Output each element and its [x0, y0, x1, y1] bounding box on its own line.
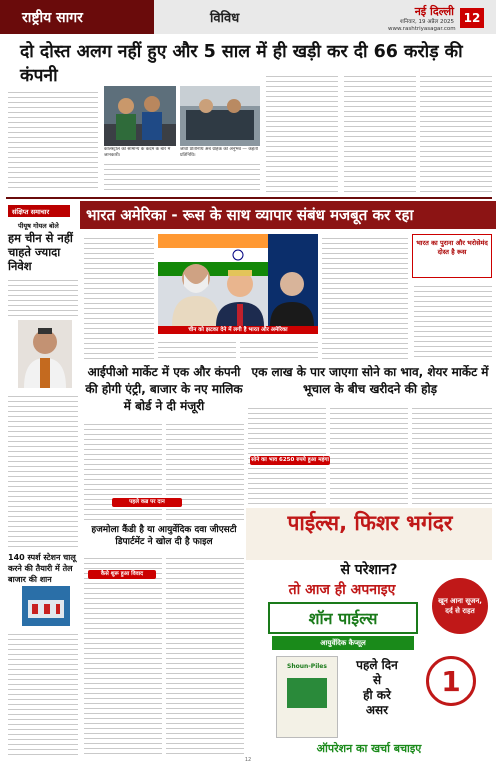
sidebar-photo — [18, 320, 72, 388]
lead-column-4 — [344, 72, 416, 192]
ad-box-art — [287, 678, 327, 708]
ad-claim — [342, 658, 412, 718]
leaders-photo-caption: चीन को झटका देने में लगी है भारत और अमेरिका — [158, 326, 318, 334]
ayurveda-tag: कैसे शुरू हुआ विवाद — [88, 570, 156, 579]
ad-claim-4: असर — [365, 703, 389, 717]
trade-box-text — [414, 282, 492, 360]
city: नई दिल्ली — [414, 5, 454, 18]
ad-call: तो आज ही अपनाइए — [288, 582, 396, 598]
newspaper-brand: राष्ट्रीय सागर — [0, 0, 154, 34]
ad-box-label: Shoun-Piles — [287, 663, 327, 670]
ad-title: पाईल्स, फिशर भगंदर — [287, 511, 453, 535]
footer-page-marker: 12 — [244, 757, 252, 763]
ad-question: से परेशान? — [340, 562, 398, 578]
ad-brand: शॉन पाईल्स — [268, 602, 418, 634]
page-number: 12 — [460, 8, 484, 28]
lead-column-5 — [420, 72, 492, 192]
ayurveda-headline: हजमोला कैंडी है या आयुर्वेदिक दवा जीएसटी डिपार्टमेंट ने खोल दी है फाइल — [91, 525, 237, 547]
advertisement[interactable] — [246, 508, 492, 758]
ad-claim-3: ही करे — [363, 688, 391, 702]
lead-photo-1 — [104, 86, 176, 146]
sidebar-photo-2 — [22, 586, 70, 626]
banner-column-1 — [84, 234, 154, 360]
section-title: विविध — [210, 11, 240, 26]
lead-column-1 — [8, 88, 98, 192]
date: शनिवार, 19 अप्रैल 2025 — [400, 19, 454, 25]
website: www.rashtriyasagar.com — [388, 26, 456, 32]
sidebar-text-3 — [8, 630, 78, 758]
lead-photo-2-caption: जीवी प्रतिनिधि अब ग्राहक को अनुभव — कहती प्रतिनिधि। — [180, 147, 258, 158]
banner-column-3 — [240, 338, 318, 360]
gold-headline: एक लाख के पार जाएगा सोने का भाव, शेयर मार्केट में भूचाल के बीच खरीदने की होड़ — [251, 365, 489, 396]
sidebar-headline: हम चीन से नहीं चाहते ज्यादा निवेश — [8, 231, 73, 273]
ipo-tag: पहले कब्र पर दान — [112, 498, 182, 507]
banner-headline: भारत अमेरिका - रूस के साथ व्यापार संबंध मजबूत कर रहा — [86, 206, 414, 224]
trade-box — [412, 234, 492, 278]
ayurveda-column-2 — [166, 554, 244, 758]
gold-column-1 — [248, 404, 326, 504]
sidebar-text-2 — [8, 392, 78, 548]
ad-footer: ऑपरेशन का खर्चा बचाइए — [246, 740, 492, 758]
sidebar-headline-2: 140 स्पर्श स्टेशन चालू करने की तैयारी में तेल बाजार की शान — [8, 553, 76, 584]
sidebar-text-1 — [8, 276, 78, 316]
ad-day-number: 1 — [426, 656, 476, 706]
lead-column-3 — [266, 72, 338, 192]
lead-headline: दो दोस्त अलग नहीं हुए और 5 साल में ही खड़ी कर दी 66 करोड़ की कंपनी — [20, 42, 463, 86]
ad-product: आयुर्वेदिक कैप्सूल — [272, 636, 414, 650]
sidebar-header: संक्षिप्त समाचार — [8, 205, 70, 217]
ad-product-box — [276, 656, 338, 738]
section-divider — [6, 197, 492, 199]
gold-column-3 — [412, 404, 492, 504]
sidebar-subhead: पीयूष गोयल बोले — [18, 222, 59, 230]
banner-column-4 — [322, 234, 408, 360]
leaders-photo — [158, 234, 318, 326]
gold-column-2 — [330, 404, 408, 504]
ad-claim-2: से — [372, 673, 382, 687]
dateline — [388, 4, 454, 33]
ad-claim-1: पहले दिन — [356, 658, 398, 672]
banner-column-2 — [158, 338, 236, 360]
lead-photo-1-caption: कोलेस्ट्रोल को सामान्य के कदम के बारे में जानकारी। — [104, 147, 171, 158]
ayurveda-column-1 — [84, 554, 162, 758]
ipo-headline: आईपीओ मार्केट में एक और कंपनी की होगी एंट्री, बाजार के नए मालिक में बोर्ड ने दी मंजूरी — [85, 365, 243, 413]
ad-bubble: खून आना सूजन, दर्द से राहत — [432, 578, 488, 634]
lead-column-2 — [104, 160, 260, 192]
lead-photo-2 — [180, 86, 260, 146]
gold-tag: सोने का भाव 6250 रुपये हुआ महंगा — [251, 457, 329, 463]
trade-box-heading: भारत का पुराना और भरोसेमंद दोस्त है रूस — [416, 239, 488, 256]
